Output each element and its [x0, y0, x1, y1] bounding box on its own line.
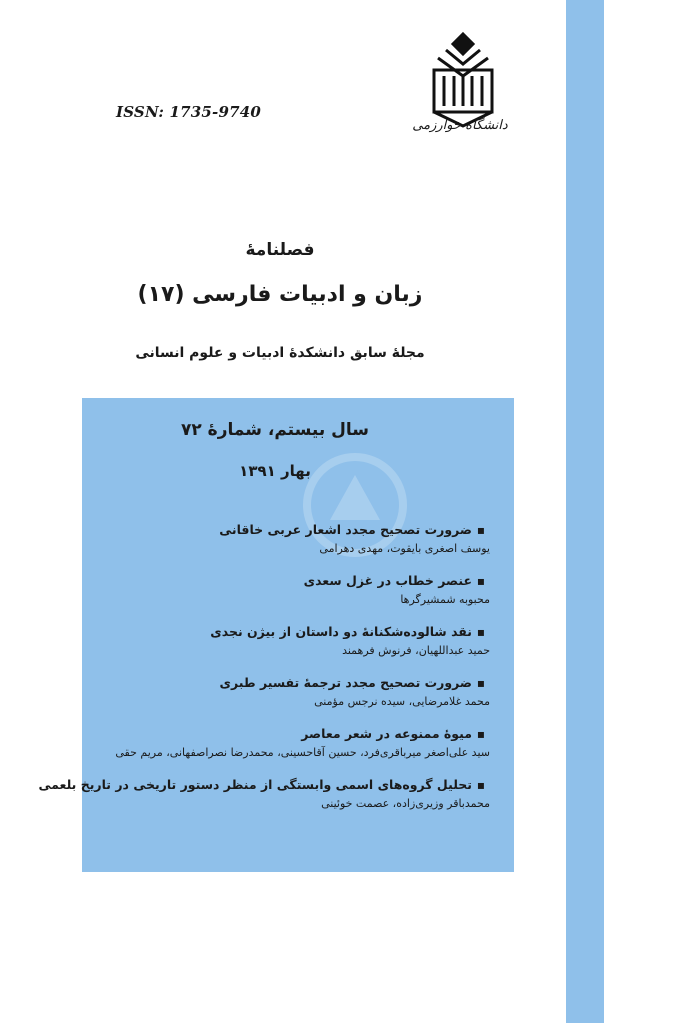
list-item [100, 520, 490, 558]
article-title: ▪ نقد شالوده‌شکنانهٔ دو داستان از بیژن نجدی [100, 622, 490, 642]
list-item [100, 622, 490, 660]
article-authors: محبوبه شمشیرگرها [400, 593, 490, 606]
side-color-strip [566, 0, 604, 1023]
journal-title: زبان و ادبیات فارسی (۱۷) [137, 282, 423, 307]
university-name: دانشگاه خوارزمی [412, 118, 508, 133]
list-item [100, 724, 490, 762]
article-title: ▪ ضرورت تصحیح مجدد ترجمهٔ تفسیر طبری [100, 673, 490, 693]
article-title: ▪ ضرورت تصحیح مجدد اشعار عربی خاقانی [100, 520, 490, 540]
article-title: ▪ تحلیل گروه‌های اسمی وابستگی از منظر دستور تاریخی در تاریخ بلعمی [100, 775, 490, 795]
list-item [100, 571, 490, 609]
table-of-contents [38, 520, 490, 826]
article-authors: سید علی‌اصغر میرباقری‌فرد، حسین آقاحسینی، محمدرضا نصراصفهانی، مریم حقی [115, 746, 490, 759]
article-authors: محمدباقر وزیری‌زاده، عصمت خوئینی [321, 797, 490, 810]
article-authors: حمید عبداللهیان، فرنوش فرهمند [342, 644, 490, 657]
journal-kicker: فصلنامهٔ [245, 240, 315, 260]
article-title: ▪ میوهٔ ممنوعه در شعر معاصر [100, 724, 490, 744]
list-item [38, 775, 490, 813]
article-authors: محمد غلامرضایی، سیده نرجس مؤمنی [314, 695, 490, 708]
issue-volume: سال بیستم، شمارهٔ ۷۲ [180, 420, 370, 440]
issue-season: بهار ۱۳۹۱ [239, 462, 311, 480]
article-authors: یوسف اصغری بایقوت، مهدی دهرامی [319, 542, 490, 555]
issn-number: ISSN: 1735-9740 [116, 103, 262, 121]
article-title: ▪ عنصر خطاب در غزل سعدی [100, 571, 490, 591]
list-item [100, 673, 490, 711]
journal-subtitle: مجلهٔ سابق دانشکدهٔ ادبیات و علوم انسانی [135, 345, 425, 361]
page-margin [604, 0, 694, 1023]
